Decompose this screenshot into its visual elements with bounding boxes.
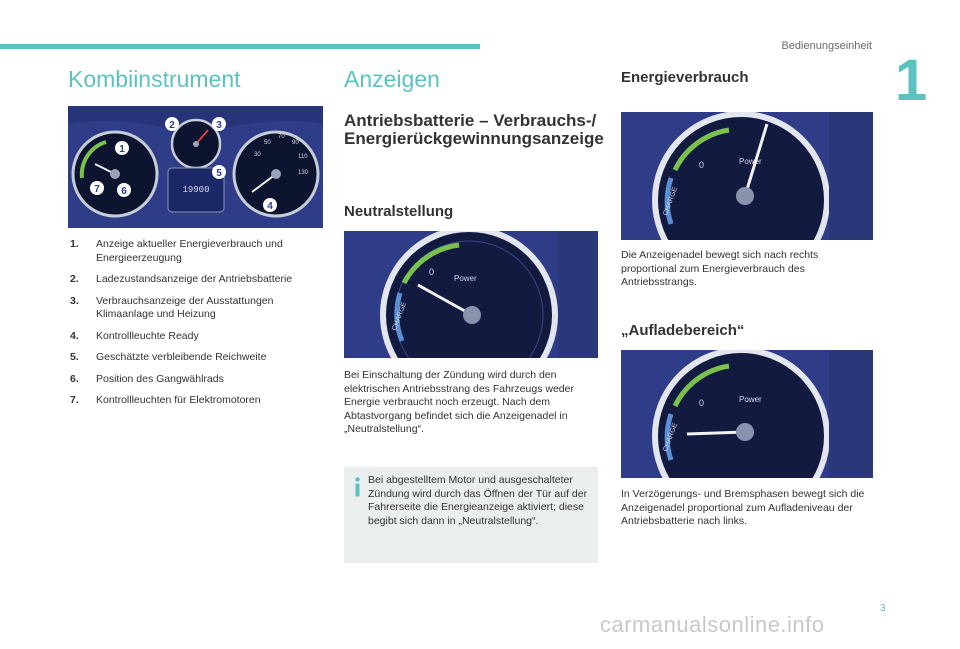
gauge-image-charge xyxy=(621,350,873,478)
svg-text:Power: Power xyxy=(739,395,762,404)
callout-5: 5 xyxy=(216,168,222,179)
heading-neutralstellung: Neutralstellung xyxy=(344,203,454,220)
svg-text:0: 0 xyxy=(699,160,705,170)
header-accent-bar xyxy=(0,44,480,49)
list-item: 4. Kontrollleuchte Ready xyxy=(70,329,199,342)
svg-text:CHARGE: CHARGE xyxy=(662,186,680,217)
section-label: Bedienungseinheit xyxy=(781,40,872,52)
callout-2: 2 xyxy=(169,120,175,131)
cluster-speed-tick: 50 xyxy=(264,140,271,146)
consumption-description: Die Anzeigenadel bewegt sich nach rechts proportional zum Energieverbrauch des Antriebsstrangs. xyxy=(621,249,819,288)
callout-3: 3 xyxy=(216,120,222,131)
list-item: 5. Geschätzte verbleibende Reichweite xyxy=(70,351,267,363)
info-icon xyxy=(353,477,362,497)
svg-text:CHARGE: CHARGE xyxy=(391,301,409,332)
heading-aufladebereich: „Aufladebereich“ xyxy=(621,322,745,339)
cluster-speed-tick: 70 xyxy=(278,134,285,140)
chapter-number: 1 xyxy=(895,48,928,113)
list-item: 3. Verbrauchsanzeige der Ausstattungen Klimaanlage und Heizung xyxy=(70,294,274,320)
callout-4: 4 xyxy=(267,201,273,212)
svg-text:Power: Power xyxy=(454,274,477,283)
page-number: 3 xyxy=(880,603,886,614)
svg-text:CHARGE: CHARGE xyxy=(662,422,680,453)
gauge-image-consumption xyxy=(621,112,873,240)
svg-text:0: 0 xyxy=(699,398,705,408)
neutral-description: Bei Einschaltung der Zündung wird durch den elektrischen Antriebsstrang des Fahrzeugs weder Energie verbraucht noch erzeugt. Nach dem Abtastvorgang befindet sich die Anzeigenadel in „Neutralstellung“. xyxy=(344,369,574,435)
cluster-speed-tick: 130 xyxy=(298,170,309,176)
callout-7: 7 xyxy=(94,184,100,195)
cluster-range-readout: 19900 xyxy=(182,185,210,195)
section-title-anzeigen: Anzeigen xyxy=(344,66,440,92)
callout-6: 6 xyxy=(121,186,127,197)
callout-1: 1 xyxy=(119,144,125,155)
list-item: 1. Anzeige aktueller Energieverbrauch und Energieerzeugung xyxy=(70,238,283,264)
section-title-kombiinstrument: Kombiinstrument xyxy=(68,66,241,92)
instrument-cluster-image xyxy=(68,106,323,228)
gauge-image-neutral xyxy=(344,231,598,358)
list-item: 6. Position des Gangwählrads xyxy=(70,372,224,385)
watermark: carmanualsonline.info xyxy=(600,612,825,637)
info-box xyxy=(344,467,598,563)
legend-list xyxy=(70,238,320,416)
heading-energieverbrauch: Energieverbrauch xyxy=(621,69,749,86)
info-text: Bei abgestelltem Motor und ausgeschalteter Zündung wird durch das Öffnen der Tür auf der Fahrerseite die Energieanzeige aktiviert; diese begibt sich dann in „Neutralstellung“. xyxy=(368,474,588,527)
list-item: 7. Kontrollleuchten für Elektromotoren xyxy=(70,394,261,406)
list-item: 2. Ladezustandsanzeige der Antriebsbatterie xyxy=(70,273,293,285)
cluster-speed-tick: 30 xyxy=(254,152,261,158)
cluster-speed-tick: 90 xyxy=(292,140,299,146)
charge-description: In Verzögerungs- und Bremsphasen bewegt sich die Anzeigenadel proportional zum Aufladeniveau der Antriebsbatterie nach links. xyxy=(621,488,865,527)
svg-text:Power: Power xyxy=(739,157,762,166)
subsection-title: Antriebsbatterie – Verbrauchs-/ Energierückgewinnungsanzeige xyxy=(344,111,604,148)
svg-text:0: 0 xyxy=(429,267,435,277)
cluster-speed-tick: 110 xyxy=(298,154,308,160)
